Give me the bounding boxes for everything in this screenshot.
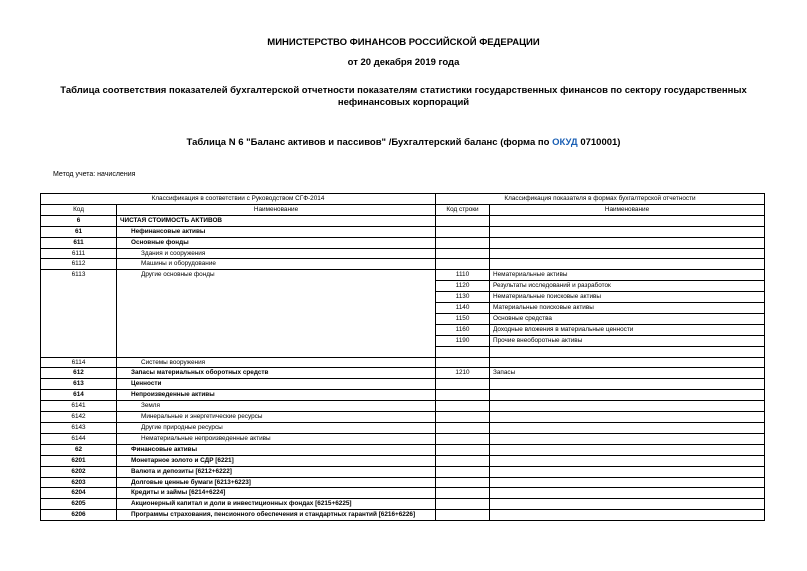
line-code: [436, 357, 490, 368]
row-name: Валюта и депозиты [6212+6222]: [117, 466, 436, 477]
row-name: Акционерный капитал и доли в инвестиционных фондах [6215+6225]: [117, 499, 436, 510]
line-name: Нематериальные активы: [490, 270, 765, 281]
line-name: [490, 248, 765, 259]
row-name: ЧИСТАЯ СТОИМОСТЬ АКТИВОВ: [117, 215, 436, 226]
line-name: [490, 466, 765, 477]
row-code: 6: [41, 215, 117, 226]
row-name: Запасы материальных оборотных средств: [117, 368, 436, 379]
line-name: [490, 346, 765, 357]
row-code: 612: [41, 368, 117, 379]
line-name: [490, 237, 765, 248]
row-name: Финансовые активы: [117, 444, 436, 455]
row-code: 6203: [41, 477, 117, 488]
line-code: [436, 488, 490, 499]
row-code: 614: [41, 390, 117, 401]
table-row: [41, 357, 765, 368]
row-name: Нефинансовые активы: [117, 226, 436, 237]
line-code: [436, 379, 490, 390]
table-row: [41, 215, 765, 226]
line-name: [490, 444, 765, 455]
table-row: [41, 423, 765, 434]
line-name: [490, 455, 765, 466]
table-subtitle: [0, 137, 807, 148]
line-code: [436, 401, 490, 412]
line-code: [436, 259, 490, 270]
line-name: Прочие внеоборотные активы: [490, 335, 765, 346]
table-row: [41, 368, 765, 379]
row-name: Минеральные и энергетические ресурсы: [117, 412, 436, 423]
table-row: [41, 455, 765, 466]
document-date: от 20 декабря 2019 года: [347, 57, 460, 68]
subtitle-text: Таблица N 6 "Баланс активов и пассивов" /Бухгалтерский баланс (форма по: [186, 137, 553, 148]
table-row: [41, 488, 765, 499]
line-name: Доходные вложения в материальные ценности: [490, 324, 765, 335]
line-code: 1150: [436, 313, 490, 324]
table-row: [41, 248, 765, 259]
row-code: 62: [41, 444, 117, 455]
row-name: Нематериальные непроизведенные активы: [117, 433, 436, 444]
row-name: Программы страхования, пенсионного обеспечения и стандартных гарантий [6216+6226]: [117, 510, 436, 521]
row-name: Другие природные ресурсы: [117, 423, 436, 434]
row-code: 611: [41, 237, 117, 248]
row-code: 6144: [41, 433, 117, 444]
line-code: [436, 226, 490, 237]
line-name: [490, 226, 765, 237]
line-code: [436, 499, 490, 510]
line-name: [490, 499, 765, 510]
line-name: [490, 390, 765, 401]
line-code: [436, 433, 490, 444]
table-row: [41, 226, 765, 237]
row-name: Непроизведенные активы: [117, 390, 436, 401]
row-name: Машины и оборудование: [117, 259, 436, 270]
row-name: Основные фонды: [117, 237, 436, 248]
table-row: [41, 401, 765, 412]
col-name2-header: Наименование: [490, 204, 765, 215]
line-code: [436, 390, 490, 401]
table-row: [41, 499, 765, 510]
row-code: 6142: [41, 412, 117, 423]
line-name: [490, 357, 765, 368]
line-name: Запасы: [490, 368, 765, 379]
line-code: [436, 412, 490, 423]
okud-link[interactable]: ОКУД: [552, 137, 578, 148]
group-header-row: [41, 194, 765, 205]
line-name: [490, 423, 765, 434]
line-name: [490, 259, 765, 270]
subtitle-code: 0710001): [577, 137, 621, 148]
line-code: [436, 237, 490, 248]
row-name: Кредиты и займы [6214+6224]: [117, 488, 436, 499]
line-code: 1130: [436, 292, 490, 303]
row-code: 6201: [41, 455, 117, 466]
col-name-header: Наименование: [117, 204, 436, 215]
line-code: [436, 346, 490, 357]
col-line-header: Код строки: [436, 204, 490, 215]
row-code: 6111: [41, 248, 117, 259]
group-header-sgf: Классификация в соответствии с Руководством СГФ-2014: [41, 194, 436, 205]
line-name: Основные средства: [490, 313, 765, 324]
group-header-reporting: Классификация показателя в формах бухгалтерской отчетности: [436, 194, 765, 205]
table-row: [41, 466, 765, 477]
row-code: 6143: [41, 423, 117, 434]
line-name: [490, 488, 765, 499]
table-row: [41, 433, 765, 444]
row-name: Ценности: [117, 379, 436, 390]
line-code: [436, 466, 490, 477]
row-code: 6114: [41, 357, 117, 368]
row-name: Другие основные фонды: [117, 270, 436, 357]
line-code: [436, 423, 490, 434]
line-code: [436, 444, 490, 455]
line-name: [490, 477, 765, 488]
row-code: 61: [41, 226, 117, 237]
row-code: 6205: [41, 499, 117, 510]
line-code: 1160: [436, 324, 490, 335]
line-name: [490, 510, 765, 521]
line-name: [490, 412, 765, 423]
row-code: 6113: [41, 270, 117, 357]
line-code: [436, 510, 490, 521]
line-name: [490, 401, 765, 412]
line-name: Результаты исследований и разработок: [490, 281, 765, 292]
table-row: [41, 379, 765, 390]
row-code: 6206: [41, 510, 117, 521]
correspondence-table: [40, 193, 765, 521]
row-name: Долговые ценные бумаги [6213+6223]: [117, 477, 436, 488]
line-code: 1110: [436, 270, 490, 281]
accounting-method: Метод учета: начисления: [53, 171, 136, 178]
table-row: [41, 270, 765, 281]
table-row: [41, 412, 765, 423]
ministry-title: МИНИСТЕРСТВО ФИНАНСОВ РОССИЙСКОЙ ФЕДЕРАЦИИ: [267, 37, 540, 48]
line-code: 1210: [436, 368, 490, 379]
table-row: [41, 237, 765, 248]
row-name: Земля: [117, 401, 436, 412]
row-code: 613: [41, 379, 117, 390]
table-row: [41, 259, 765, 270]
row-code: 6204: [41, 488, 117, 499]
line-code: [436, 248, 490, 259]
table-row: [41, 444, 765, 455]
line-code: 1120: [436, 281, 490, 292]
line-code: [436, 477, 490, 488]
table-row: [41, 477, 765, 488]
line-code: 1190: [436, 335, 490, 346]
column-header-row: [41, 204, 765, 215]
line-code: [436, 455, 490, 466]
table-row: [41, 390, 765, 401]
line-code: 1140: [436, 303, 490, 314]
line-name: [490, 433, 765, 444]
row-name: Здания и сооружения: [117, 248, 436, 259]
line-name: Нематериальные поисковые активы: [490, 292, 765, 303]
line-name: [490, 379, 765, 390]
line-name: [490, 215, 765, 226]
line-name: Материальные поисковые активы: [490, 303, 765, 314]
row-name: Монетарное золото и СДР [6221]: [117, 455, 436, 466]
row-code: 6141: [41, 401, 117, 412]
document-title: Таблица соответствия показателей бухгалтерской отчетности показателям статистики государственных финансов по сектору государственных нефинансовых корпораций: [60, 85, 747, 108]
row-code: 6202: [41, 466, 117, 477]
col-code-header: Код: [41, 204, 117, 215]
table-row: [41, 510, 765, 521]
line-code: [436, 215, 490, 226]
row-name: Системы вооружения: [117, 357, 436, 368]
row-code: 6112: [41, 259, 117, 270]
